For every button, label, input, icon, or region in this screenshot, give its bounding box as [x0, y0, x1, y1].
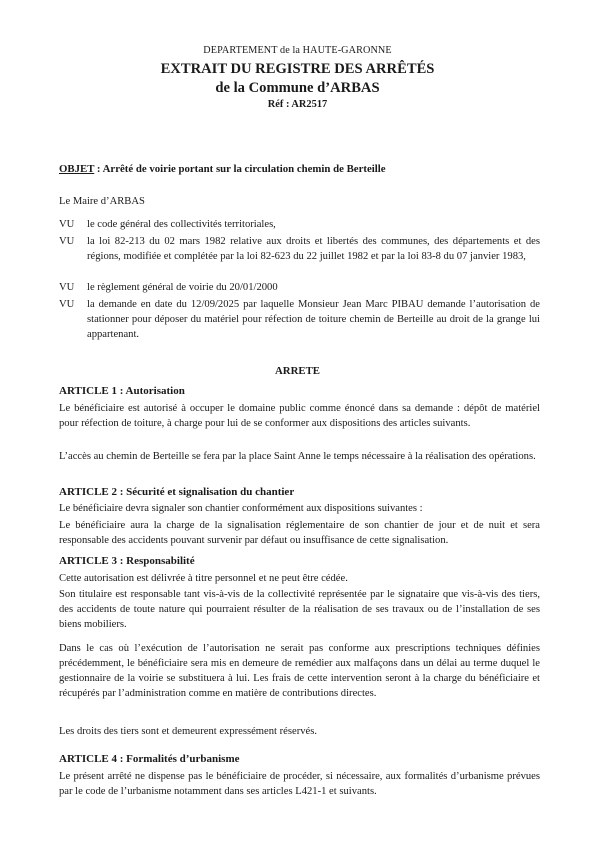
visa-key: VU: [59, 282, 75, 293]
article-paragraph: Le bénéficiaire est autorisé à occuper le domaine public comme énoncé dans sa demande : dépôt de matériel pour réfection de toiture, à charge pour lui de se conformer aux dispositions des articles suivants.: [59, 403, 540, 429]
article-paragraph: Son titulaire est responsable tant vis-à-vis de la collectivité représentée par le signataire que vis-à-vis des tiers, des accidents de toute nature qui pourraient résulter de la réalisation de ses travaux ou de l’installation de ses biens mobiliers.: [59, 589, 540, 630]
reference-number: Réf : AR2517: [267, 99, 328, 110]
article-title: ARTICLE 2 : Sécurité et signalisation du chantier: [59, 486, 295, 498]
document-header: [0, 45, 595, 111]
department-name: DEPARTEMENT de la HAUTE-GARONNE: [203, 45, 392, 56]
visa-key: VU: [59, 299, 75, 310]
visa-item: [59, 297, 540, 342]
article-paragraph: Cette autorisation est délivrée à titre personnel et ne peut être cédée.: [59, 573, 348, 584]
visa-item: [59, 234, 540, 264]
article-paragraph: Le présent arrêté ne dispense pas le bénéficiaire de procéder, si nécessaire, aux formalités d’urbanisme prévues par le code de l’urbanisme notamment dans ses articles L421-1 et suivants.: [59, 771, 540, 797]
register-title: EXTRAIT DU REGISTRE DES ARRÊTÉS: [160, 61, 435, 77]
commune-title: de la Commune d’ARBAS: [215, 80, 380, 96]
article-title: ARTICLE 3 : Responsabilité: [59, 555, 195, 567]
visa-text: le règlement général de voirie du 20/01/2000: [87, 282, 278, 293]
arrete-heading: ARRETE: [275, 365, 320, 377]
article-paragraph: Les droits des tiers sont et demeurent expressément réservés.: [59, 726, 317, 737]
visa-key: VU: [59, 236, 75, 247]
visa-key: VU: [59, 219, 75, 230]
visa-text: la demande en date du 12/09/2025 par laquelle Monsieur Jean Marc PIBAU demande l’autorisation de stationner pour déposer du matériel pour réfection de toiture chemin de Berteille au droit de la grange lui appartenant.: [87, 299, 540, 340]
objet-text: : Arrêté de voirie portant sur la circulation chemin de Berteille: [94, 163, 386, 175]
article-paragraph: Le bénéficiaire devra signaler son chantier conformément aux dispositions suivantes :: [59, 503, 423, 514]
visa-text: le code général des collectivités territoriales,: [87, 219, 276, 230]
visa-item: [59, 280, 540, 295]
maire-line: Le Maire d’ARBAS: [59, 196, 145, 207]
visa-text: la loi 82-213 du 02 mars 1982 relative aux droits et libertés des communes, des départements et des régions, modifiée et complétée par la loi 82-623 du 22 juillet 1982 et par la loi 83-8 du 07 janvier 1983,: [87, 236, 540, 262]
article-title: ARTICLE 4 : Formalités d’urbanisme: [59, 753, 240, 765]
article-paragraph: Le bénéficiaire aura la charge de la signalisation réglementaire de son chantier de jour et de nuit et sera responsable des accidents pouvant survenir par défaut ou insuffisance de cette signalisation.: [59, 520, 540, 546]
objet-label: OBJET: [59, 163, 95, 175]
article-paragraph: Dans le cas où l’exécution de l’autorisation ne serait pas conforme aux prescriptions techniques définies précédemment, le bénéficiaire sera mis en demeure de remédier aux malfaçons dans un délai au terme duquel le gestionnaire de la voirie se substituera à lui. Les frais de cette intervention seront à la charge du bénéficiaire et récupérés par l’administration comme en matière de contributions directes.: [59, 643, 540, 699]
article-paragraph: L’accès au chemin de Berteille se fera par la place Saint Anne le temps nécessaire à la réalisation des opérations.: [59, 451, 536, 462]
article-title: ARTICLE 1 : Autorisation: [59, 385, 185, 397]
visa-item: [59, 217, 540, 232]
objet-line: [59, 163, 386, 175]
